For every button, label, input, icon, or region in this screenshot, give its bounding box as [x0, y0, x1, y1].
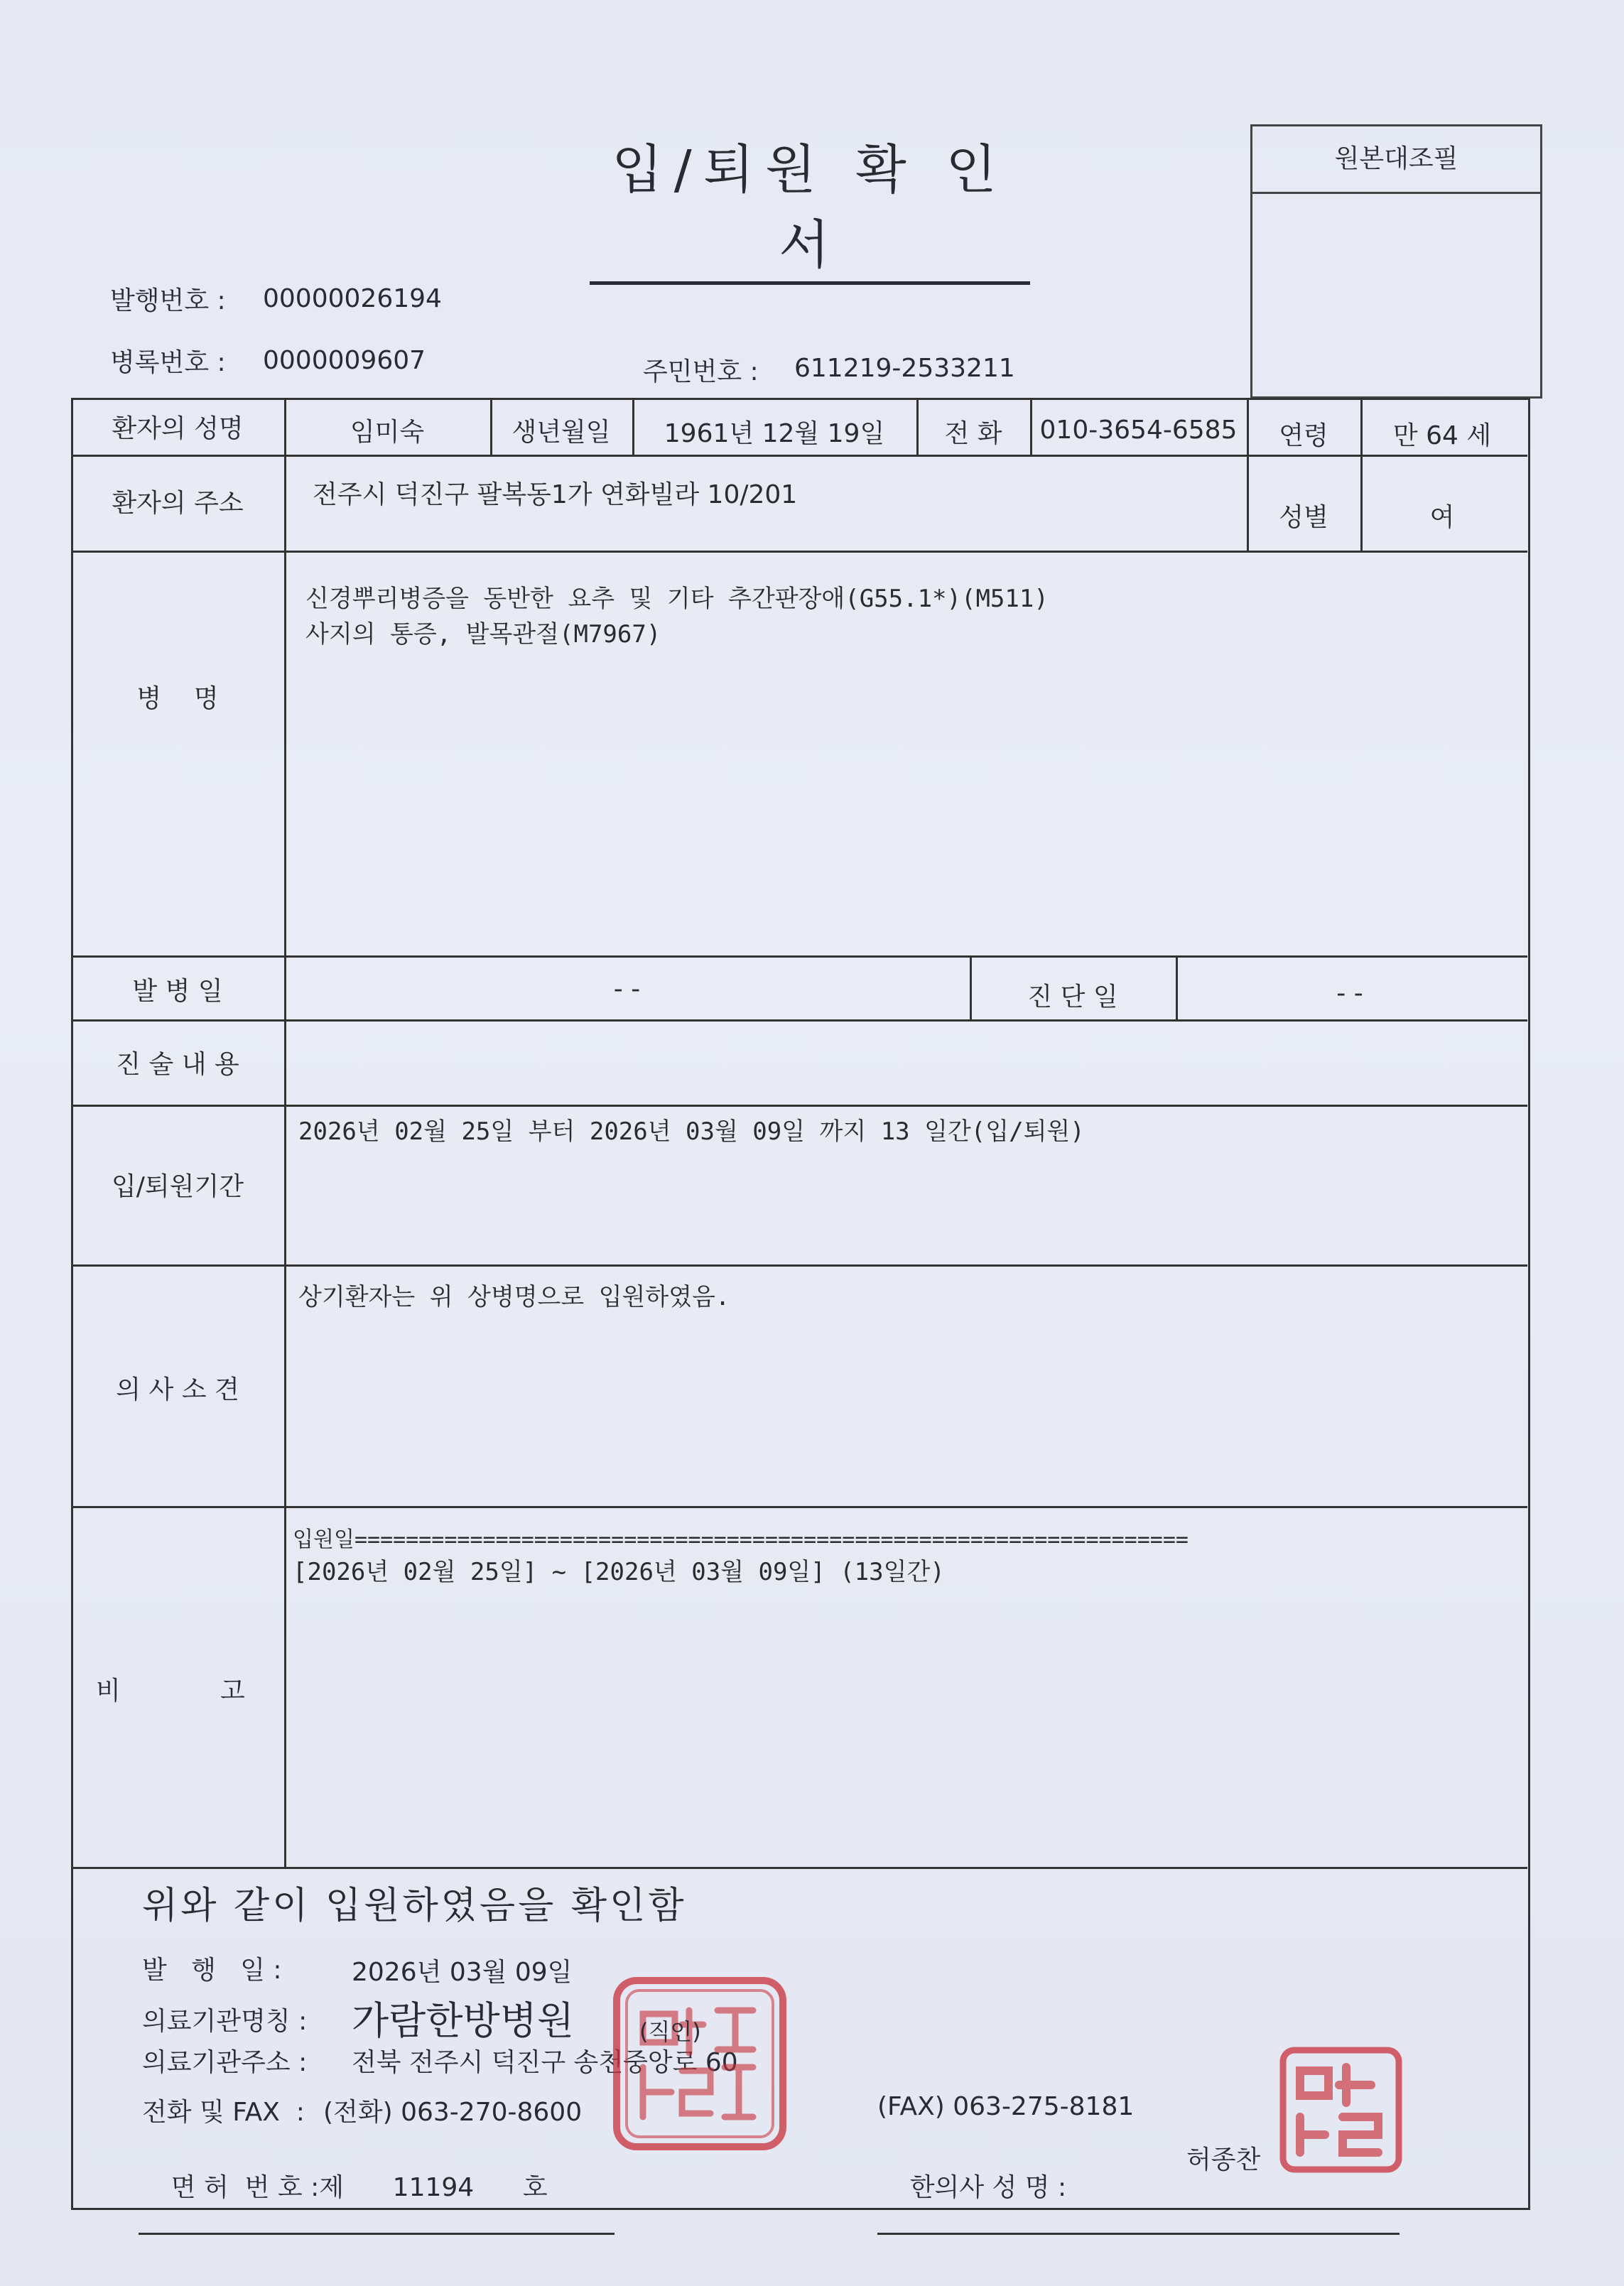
row-divider: [71, 1019, 1527, 1022]
issue-number: 00000026194: [263, 284, 442, 313]
hospital-official-seal-icon: [611, 1975, 789, 2152]
resident-number: 611219-2533211: [794, 354, 1015, 383]
issue-date: 2026년 03월 09일: [352, 1958, 573, 1987]
license-label: 면 허 번 호 :: [170, 2173, 320, 2202]
row-divider: [71, 1105, 1527, 1107]
remarks-label-left: 비: [96, 1676, 121, 1706]
institution-fax: (FAX) 063-275-8181: [877, 2092, 1135, 2121]
confirmation-statement: 위와 같이 입원하였음을 확인함: [142, 1885, 687, 1927]
phone-label: 전 화: [944, 419, 1002, 448]
original-box-label: 원본대조필: [1252, 126, 1540, 194]
issue-number-label: 발행번호 :: [110, 286, 226, 315]
institution-address: 전북 전주시 덕진구 송천중앙로 60: [352, 2048, 738, 2077]
row-divider: [71, 1506, 1527, 1508]
patient-name-label: 환자의 성명: [112, 414, 244, 443]
column-divider: [284, 398, 286, 1868]
license-number: 제 11194 호: [319, 2173, 548, 2202]
diagnosis-date: - -: [1336, 979, 1363, 1008]
institution-phone: (전화) 063-270-8600: [323, 2098, 583, 2127]
phone-fax-label: 전화 및 FAX :: [142, 2098, 305, 2127]
row-divider: [71, 955, 1527, 958]
institution-name: 가람한방병원: [352, 1998, 574, 2043]
row-divider: [71, 551, 1527, 553]
doctor-opinion: 상기환자는 위 상병명으로 입원하였음.: [298, 1283, 730, 1311]
age-label: 연령: [1279, 421, 1328, 450]
record-number: 0000009607: [263, 346, 426, 375]
diagnosis-line-1: 신경뿌리병증을 동반한 요추 및 기타 추간판장애(G55.1*)(M511): [305, 585, 1049, 613]
document-title: 입/퇴원 확 인 서: [590, 128, 1030, 285]
diagnosis-line-2: 사지의 통증, 발목관절(M7967): [305, 620, 661, 649]
remarks-label-right: 고: [220, 1676, 245, 1706]
remarks-line-2: [2026년 02월 25일] ~ [2026년 03월 09일] (13일간): [293, 1558, 945, 1586]
diagnosis-date-label: 진 단 일: [1027, 982, 1118, 1012]
patient-phone: 010-3654-6585: [1039, 416, 1238, 445]
issue-date-label: 발 행 일 :: [142, 1956, 282, 1985]
doctor-seal-icon: [1279, 2046, 1403, 2174]
license-row: [139, 2138, 615, 2235]
original-verification-box: [1250, 124, 1542, 399]
doctor-name: 허종찬: [1186, 2145, 1261, 2174]
seal-note: (직인): [639, 2018, 701, 2045]
institution-label: 의료기관명칭 :: [142, 2007, 308, 2036]
birth-date: 1961년 12월 19일: [664, 419, 885, 448]
onset-date: - -: [613, 975, 641, 1004]
patient-age: 만 64 세: [1392, 421, 1492, 450]
birth-label: 생년월일: [511, 418, 611, 447]
patient-sex: 여: [1429, 503, 1455, 532]
doctor-opinion-label: 의 사 소 견: [116, 1375, 239, 1404]
admission-period: 2026년 02월 25일 부터 2026년 03월 09일 까지 13 일간(입/퇴원): [298, 1117, 1085, 1146]
doctor-label: 한의사 성 명 :: [909, 2173, 1067, 2202]
row-divider: [71, 1264, 1527, 1267]
row-divider: [71, 1867, 1527, 1869]
sex-label: 성별: [1279, 503, 1328, 532]
patient-address: 전주시 덕진구 팔복동1가 연화빌라 10/201: [313, 480, 798, 509]
period-label: 입/퇴원기간: [111, 1172, 244, 1201]
record-table: [71, 398, 1530, 2210]
statement-label: 진 술 내 용: [116, 1050, 239, 1079]
institution-address-label: 의료기관주소 :: [142, 2048, 308, 2077]
patient-name: 임미숙: [350, 418, 425, 447]
diagnosis-label: 병 명: [136, 684, 219, 713]
remarks-line-1: 입원일=================================================================: [293, 1527, 1189, 1552]
address-label: 환자의 주소: [112, 489, 244, 518]
row-divider: [71, 455, 1527, 457]
resident-number-label: 주민번호 :: [643, 357, 759, 386]
record-number-label: 병록번호 :: [110, 348, 226, 377]
onset-label: 발 병 일: [132, 977, 223, 1006]
